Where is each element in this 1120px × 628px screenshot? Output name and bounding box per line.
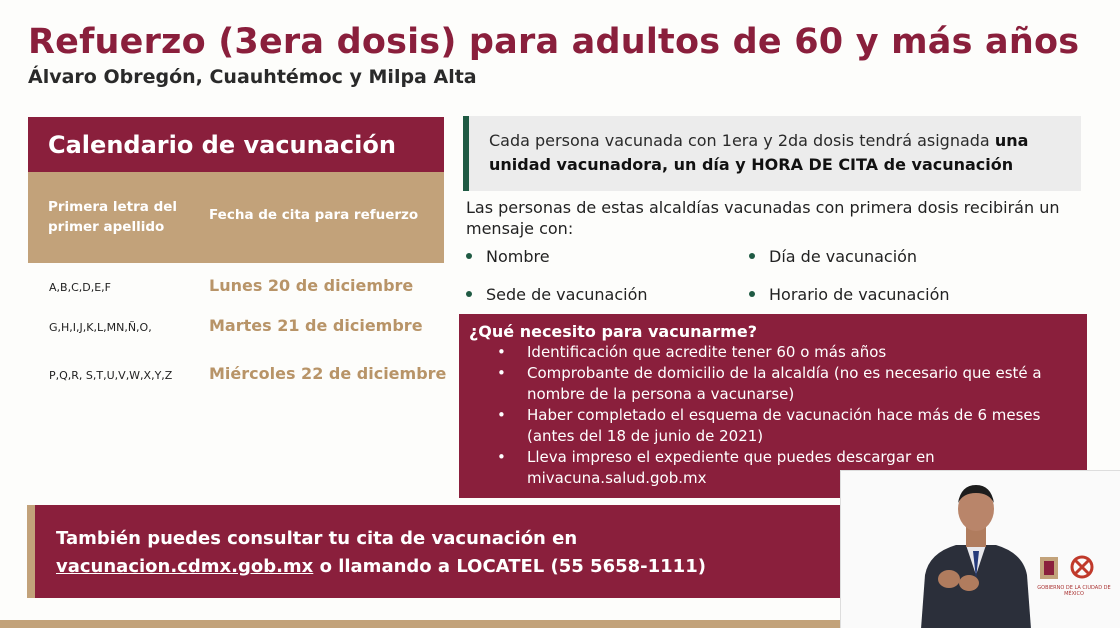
calendar-row-date: Martes 21 de diciembre (209, 316, 423, 335)
calendar-row (28, 310, 444, 350)
bullet-dot-icon (749, 291, 755, 297)
page-title: Refuerzo (3era dosis) para adultos de 60 y más años (28, 22, 1080, 62)
bullet-dot-icon (749, 253, 755, 259)
calendar-column-headers (28, 172, 444, 263)
requirements-title: ¿Qué necesito para vacunarme? (469, 322, 757, 341)
calendar-col-date: Fecha de cita para refuerzo (209, 207, 419, 223)
calendar-row-letters: A,B,C,D,E,F (49, 281, 111, 294)
message-item (466, 247, 550, 266)
requirement-item: • Identificación que acredite tener 60 o más años (469, 342, 1079, 363)
banner-line1: También puedes consultar tu cita de vacunación en (56, 528, 578, 549)
message-item-label: Día de vacunación (769, 247, 918, 266)
calendar-row-date: Miércoles 22 de diciembre (209, 364, 447, 383)
message-item-label: Sede de vacunación (486, 285, 648, 304)
message-item (466, 285, 648, 304)
consult-banner (27, 505, 847, 598)
calendar-row-date: Lunes 20 de diciembre (209, 276, 414, 295)
page-subtitle: Álvaro Obregón, Cuauhtémoc y Milpa Alta (28, 66, 477, 88)
calendar-row (28, 358, 447, 398)
calendar-row (28, 270, 444, 310)
bullet-dot-icon (466, 291, 472, 297)
message-item-label: Horario de vacunación (769, 285, 950, 304)
message-item (749, 247, 917, 266)
interpreter-video-inset (840, 470, 1120, 628)
message-item-label: Nombre (486, 247, 550, 266)
calendar-col-letter: Primera letra del primer apellido (48, 199, 178, 235)
requirement-item: • Haber completado el esquema de vacunación hace más de 6 meses (antes del 18 de junio de 2021) (469, 405, 1079, 447)
banner-locatel-text: o llamando a LOCATEL (55 5658-1111) (313, 556, 706, 577)
message-intro: Las personas de estas alcaldías vacunadas con primera dosis recibirán un mensaje con: (466, 198, 1060, 238)
info-text: Cada persona vacunada con 1era y 2da dosis tendrá asignada (489, 131, 995, 150)
message-item (749, 285, 950, 304)
info-text-bold: una unidad vacunadora, un día y HORA DE CITA de vacunación (489, 131, 1029, 174)
requirement-item: • Comprobante de domicilio de la alcaldía (no es necesario que esté a nombre de la persona a vacunarse) (469, 363, 1079, 405)
appointment-info-box (463, 116, 1081, 191)
interpreter-figure (911, 475, 1041, 628)
vacunacion-link[interactable]: vacunacion.cdmx.gob.mx (56, 556, 314, 577)
requirement-item: • Lleva impreso el expediente que puedes descargar en mivacuna.salud.gob.mx (469, 447, 1079, 489)
calendar-title: Calendario de vacunación (28, 117, 444, 172)
calendar-row-letters: P,Q,R, S,T,U,V,W,X,Y,Z (49, 369, 173, 382)
requirements-list (469, 342, 1087, 489)
banner-line2 (56, 553, 847, 581)
logo-caption: GOBIERNO DE LA CIUDAD DE MÉXICO (1037, 585, 1111, 597)
bullet-dot-icon (466, 253, 472, 259)
calendar-row-letters: G,H,I,J,K,L,MN,Ñ,O, (49, 321, 152, 334)
